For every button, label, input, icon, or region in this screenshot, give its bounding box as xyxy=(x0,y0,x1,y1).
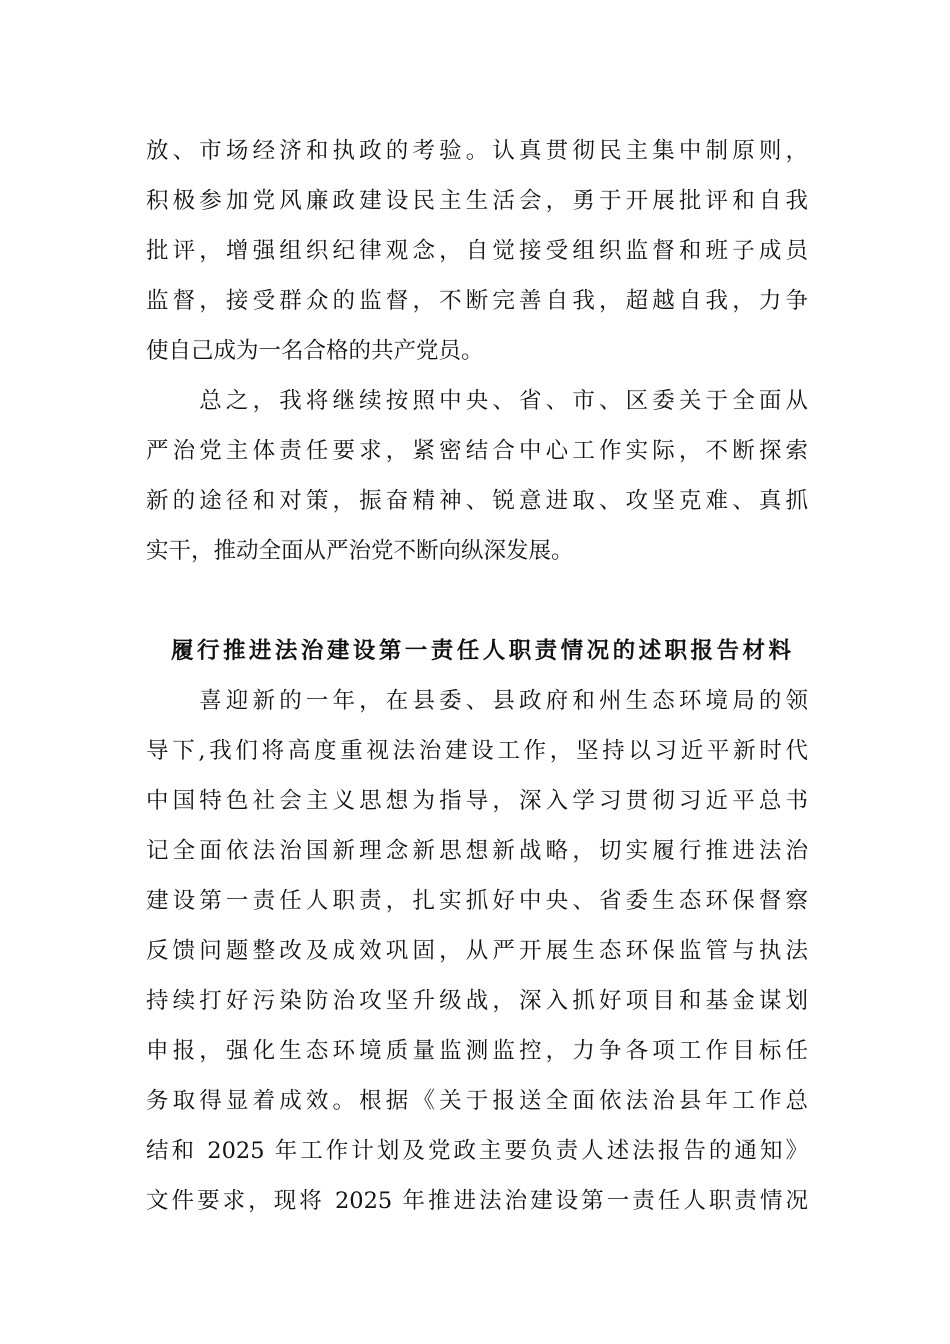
paragraph-line: 持续打好污染防治攻坚升级战，深入抓好项目和基金谋划 xyxy=(146,988,808,1014)
paragraph-line: 中国特色社会主义思想为指导，深入学习贯彻习近平总书 xyxy=(146,788,808,814)
paragraph-line: 反馈问题整改及成效巩固，从严开展生态环保监管与执法 xyxy=(146,938,808,964)
paragraph-line: 监督，接受群众的监督，不断完善自我，超越自我，力争 xyxy=(146,288,808,314)
paragraph-line: 建设第一责任人职责，扎实抓好中央、省委生态环保督察 xyxy=(146,888,808,914)
paragraph-line: 放、市场经济和执政的考验。认真贯彻民主集中制原则， xyxy=(146,138,808,164)
paragraph-line: 文件要求，现将 2025 年推进法治建设第一责任人职责情况 xyxy=(146,1188,808,1214)
paragraph-1 xyxy=(146,126,808,376)
paragraph-2 xyxy=(146,376,808,576)
paragraph-line: 总之，我将继续按照中央、省、市、区委关于全面从 xyxy=(146,388,808,414)
paragraph-line: 使自己成为一名合格的共产党员。 xyxy=(146,338,484,364)
paragraph-line: 申报，强化生态环境质量监测监控，力争各项工作目标任 xyxy=(146,1038,808,1064)
paragraph-line: 记全面依法治国新理念新思想新战略，切实履行推进法治 xyxy=(146,838,808,864)
paragraph-line: 积极参加党风廉政建设民主生活会，勇于开展批评和自我 xyxy=(146,188,808,214)
paragraph-line: 严治党主体责任要求，紧密结合中心工作实际，不断探索 xyxy=(146,438,808,464)
paragraph-line: 实干，推动全面从严治党不断向纵深发展。 xyxy=(146,538,574,564)
paragraph-3 xyxy=(146,676,808,1226)
paragraph-line: 喜迎新的一年，在县委、县政府和州生态环境局的领 xyxy=(146,688,808,714)
paragraph-line: 批评，增强组织纪律观念，自觉接受组织监督和班子成员 xyxy=(146,238,808,264)
paragraph-line: 新的途径和对策，振奋精神、锐意进取、攻坚克难、真抓 xyxy=(146,488,808,514)
section-heading: 履行推进法治建设第一责任人职责情况的述职报告材料 xyxy=(171,638,791,664)
paragraph-line: 务取得显着成效。根据《关于报送全面依法治县年工作总 xyxy=(146,1088,808,1114)
paragraph-line: 导下,我们将高度重视法治建设工作，坚持以习近平新时代 xyxy=(146,738,808,764)
paragraph-line: 结和 2025 年工作计划及党政主要负责人述法报告的通知》 xyxy=(146,1138,808,1164)
